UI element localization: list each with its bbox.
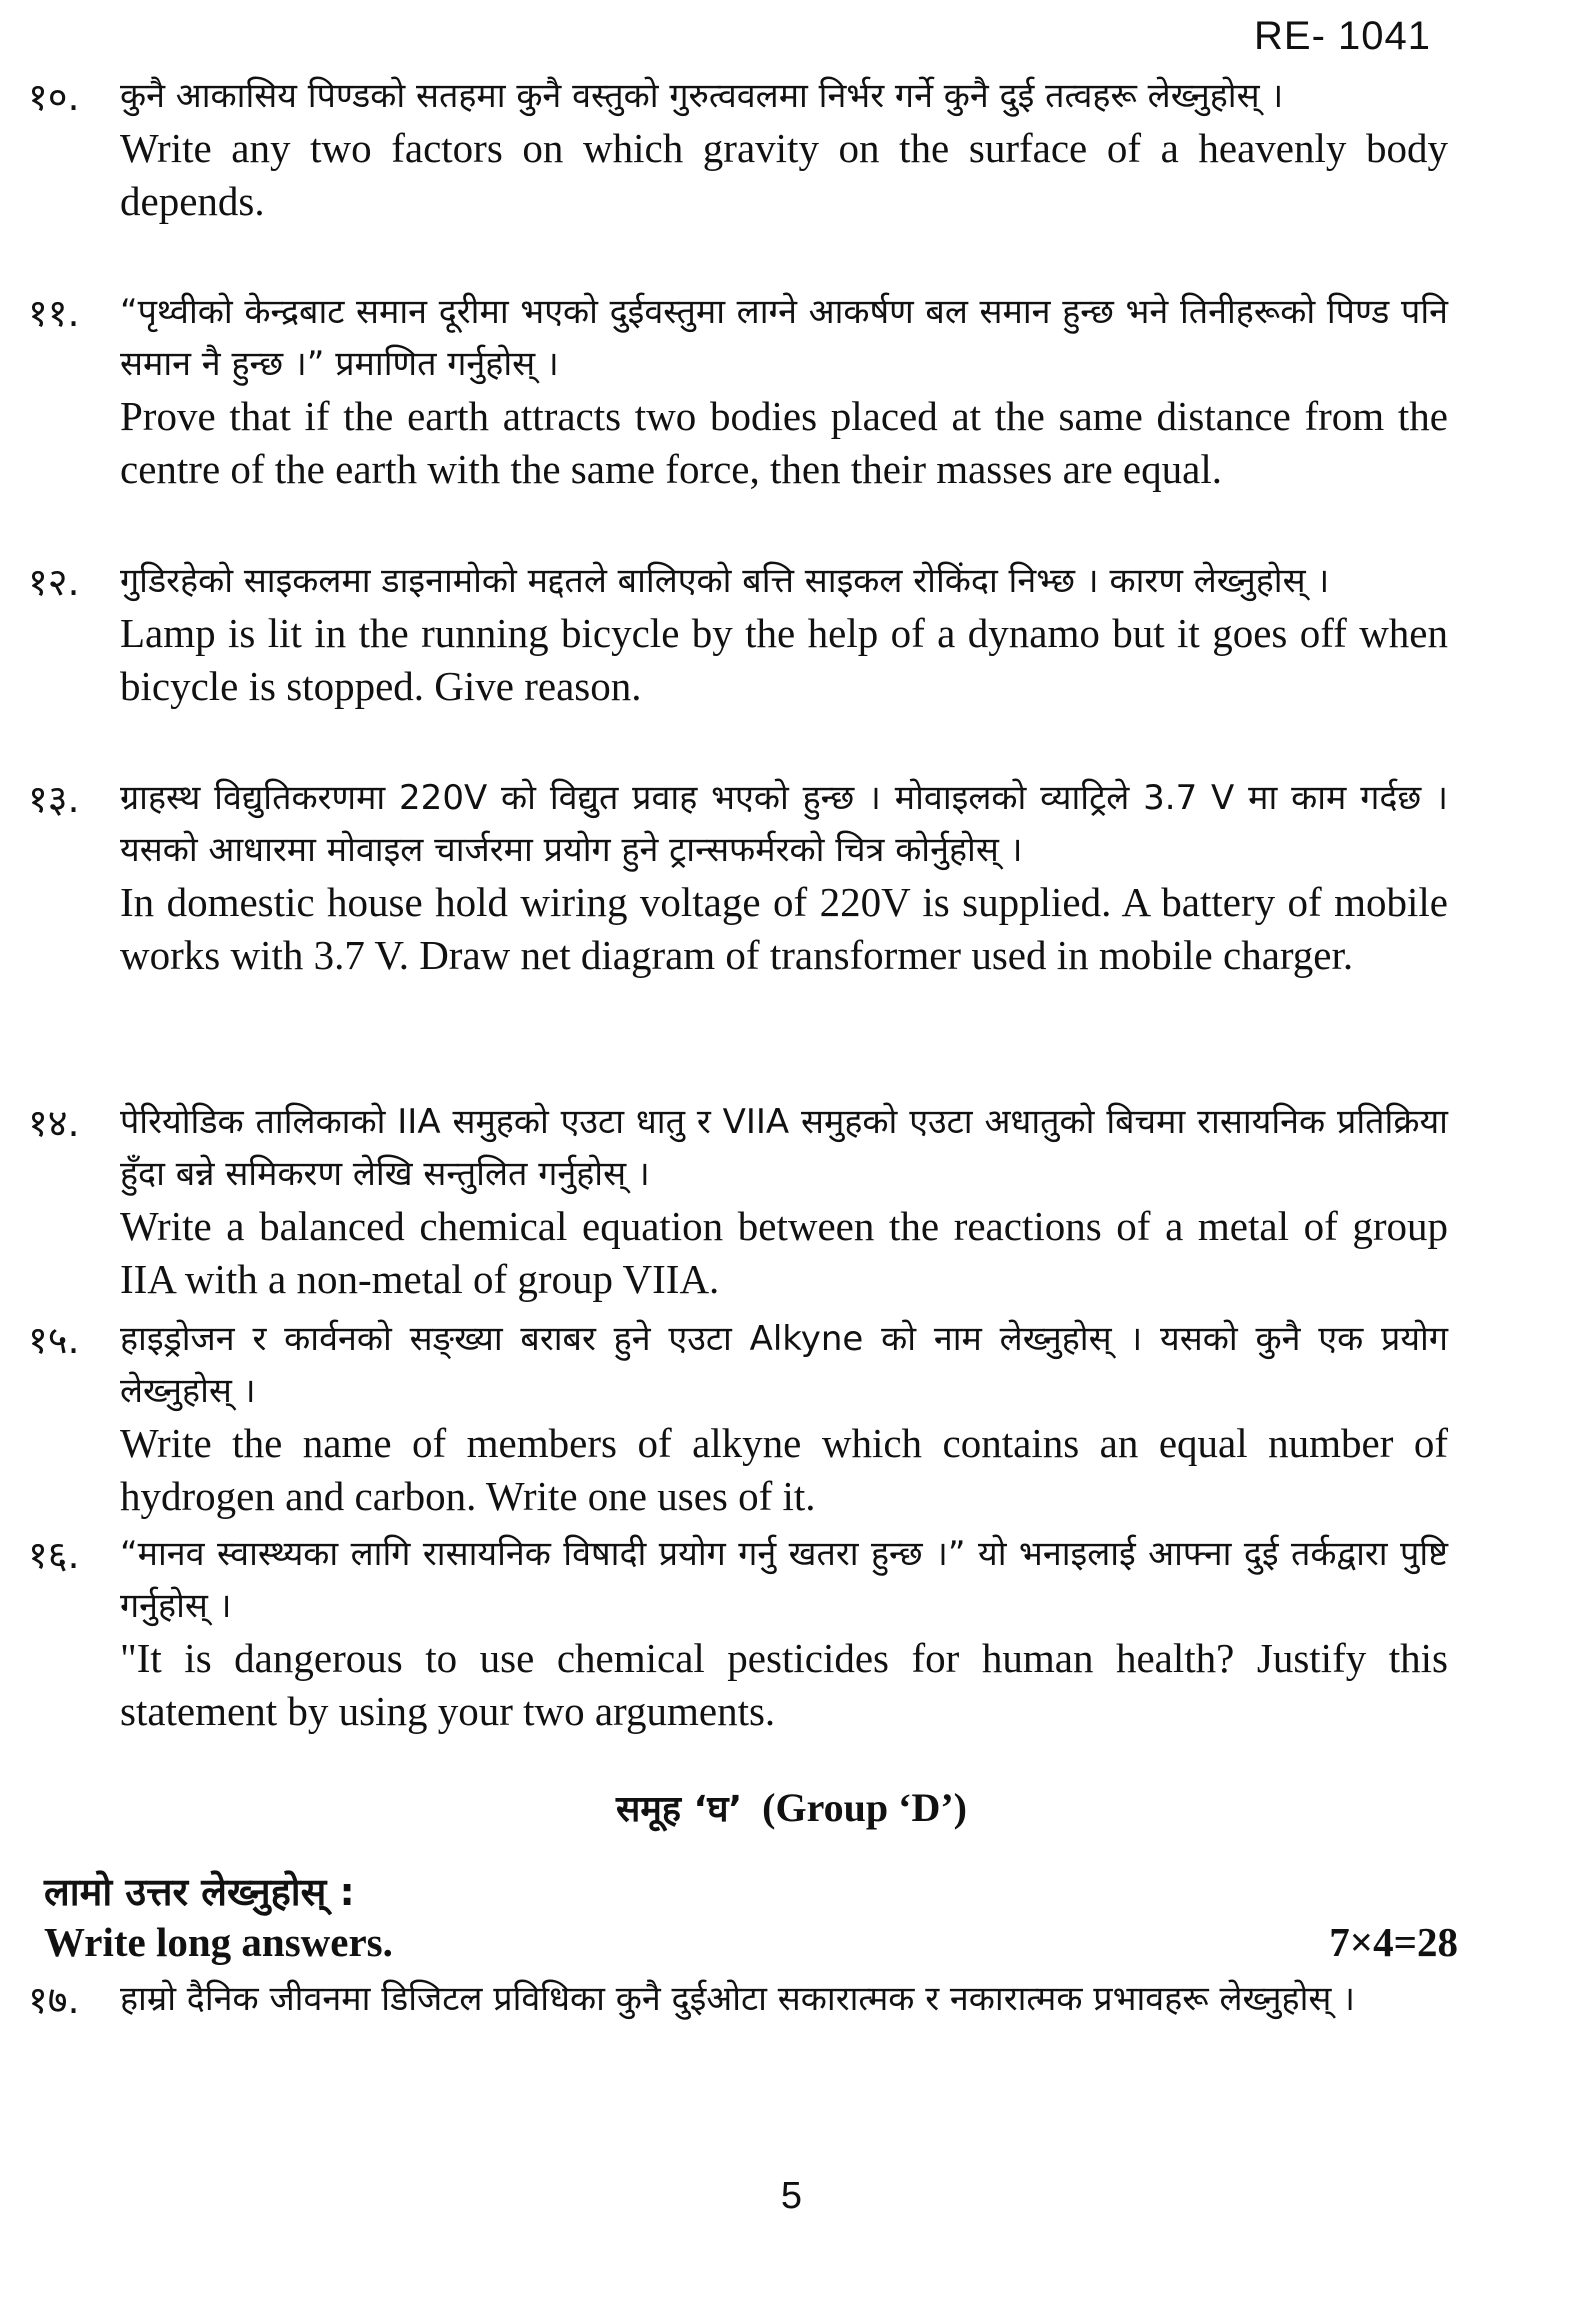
question-11 (28, 286, 1448, 496)
question-text-english: "It is dangerous to use chemical pesticides for human health? Justify this statement by using your two arguments. (120, 1635, 1448, 1734)
question-text-english: Write any two factors on which gravity on the surface of a heavenly body depends. (120, 125, 1448, 224)
question-text-english: In domestic house hold wiring voltage of 220V is supplied. A battery of mobile works with 3.7 V. Draw net diagram of transformer used in mobile charger. (120, 879, 1448, 978)
question-text-english: Write a balanced chemical equation between the reactions of a metal of group IIA with a non-metal of group VIIA. (120, 1203, 1448, 1302)
question-text-nepali: पेरियोडिक तालिकाको IIA समुहको एउटा धातु र VIIA समुहको एउटा अधातुको बिचमा रासायनिक प्रतिक्रिया हुँदा बन्ने समिकरण लेखि सन्तुलित गर्नुहोस् । (120, 1102, 1448, 1194)
question-13 (28, 772, 1448, 982)
question-12 (28, 555, 1448, 713)
question-number: १५. (28, 1318, 80, 1362)
question-number: १२. (28, 560, 80, 604)
group-heading-nepali: समूह ‘घ’ (616, 1789, 743, 1830)
paper-code: RE- 1041 (1254, 14, 1431, 58)
question-17 (28, 1973, 1448, 2025)
question-14 (28, 1096, 1448, 1306)
question-text-english: Lamp is lit in the running bicycle by the help of a dynamo but it goes off when bicycle is stopped. Give reason. (120, 610, 1448, 709)
question-text-nepali: गुडिरहेको साइकलमा डाइनामोको मद्दतले बालिएको बत्ति साइकल रोकिंदा निभ्छ । कारण लेख्नुहोस् । (120, 561, 1330, 601)
question-text-nepali: हाम्रो दैनिक जीवनमा डिजिटल प्रविधिका कुनै दुईओटा सकारात्मक र नकारात्मक प्रभावहरू लेख्नुहोस् । (120, 1979, 1356, 2019)
question-text-nepali: ग्राहस्थ विद्युतिकरणमा 220V को विद्युत प्रवाह भएको हुन्छ । मोवाइलको व्याट्रिले 3.7 V मा काम गर्दछ । यसको आधारमा मोवाइल चार्जरमा प्रयोग हुने ट्रान्सफर्मरको चित्र कोर्नुहोस् । (120, 778, 1448, 870)
question-number: १४. (28, 1101, 80, 1145)
question-text-english: Prove that if the earth attracts two bodies placed at the same distance from the centre of the earth with the same force, then their masses are equal. (120, 393, 1448, 492)
section-instruction-nepali: लामो उत्तर लेख्नुहोस् : (44, 1870, 355, 1914)
group-heading-english: (Group ‘D’) (762, 1785, 967, 1830)
question-number: १३. (28, 777, 80, 821)
question-text-nepali: “मानव स्वास्थ्यका लागि रासायनिक विषादी प्रयोग गर्नु खतरा हुन्छ ।” यो भनाइलाई आफ्ना दुई तर्कद्वारा पुष्टि गर्नुहोस् । (120, 1534, 1448, 1626)
question-text-english: Write the name of members of alkyne which contains an equal number of hydrogen and carbon. Write one uses of it. (120, 1420, 1448, 1519)
question-10 (28, 70, 1448, 228)
page-number: 5 (780, 2175, 803, 2217)
question-number: १०. (28, 75, 80, 119)
question-number: ११. (28, 291, 80, 335)
question-number: १६. (28, 1533, 80, 1577)
question-text-nepali: हाइड्रोजन र कार्वनको सङ्ख्या बराबर हुने एउटा Alkyne को नाम लेख्नुहोस् । यसको कुनै एक प्रयोग लेख्नुहोस् । (120, 1319, 1448, 1411)
group-heading (0, 1783, 1583, 1832)
section-instruction-english: Write long answers. (44, 1919, 393, 1965)
question-text-nepali: कुनै आकासिय पिण्डको सतहमा कुनै वस्तुको गुरुत्ववलमा निर्भर गर्ने कुनै दुई तत्वहरू लेख्नुहोस् । (120, 76, 1284, 116)
section-marks: 7×4=28 (1329, 1919, 1458, 1965)
question-15 (28, 1313, 1448, 1523)
question-16 (28, 1528, 1448, 1738)
question-number: १७. (28, 1978, 80, 2022)
question-text-nepali: “पृथ्वीको केन्द्रबाट समान दूरीमा भएको दुईवस्तुमा लाग्ने आकर्षण बल समान हुन्छ भने तिनीहरूको पिण्ड पनि समान नै हुन्छ ।” प्रमाणित गर्नुहोस् । (120, 292, 1448, 384)
